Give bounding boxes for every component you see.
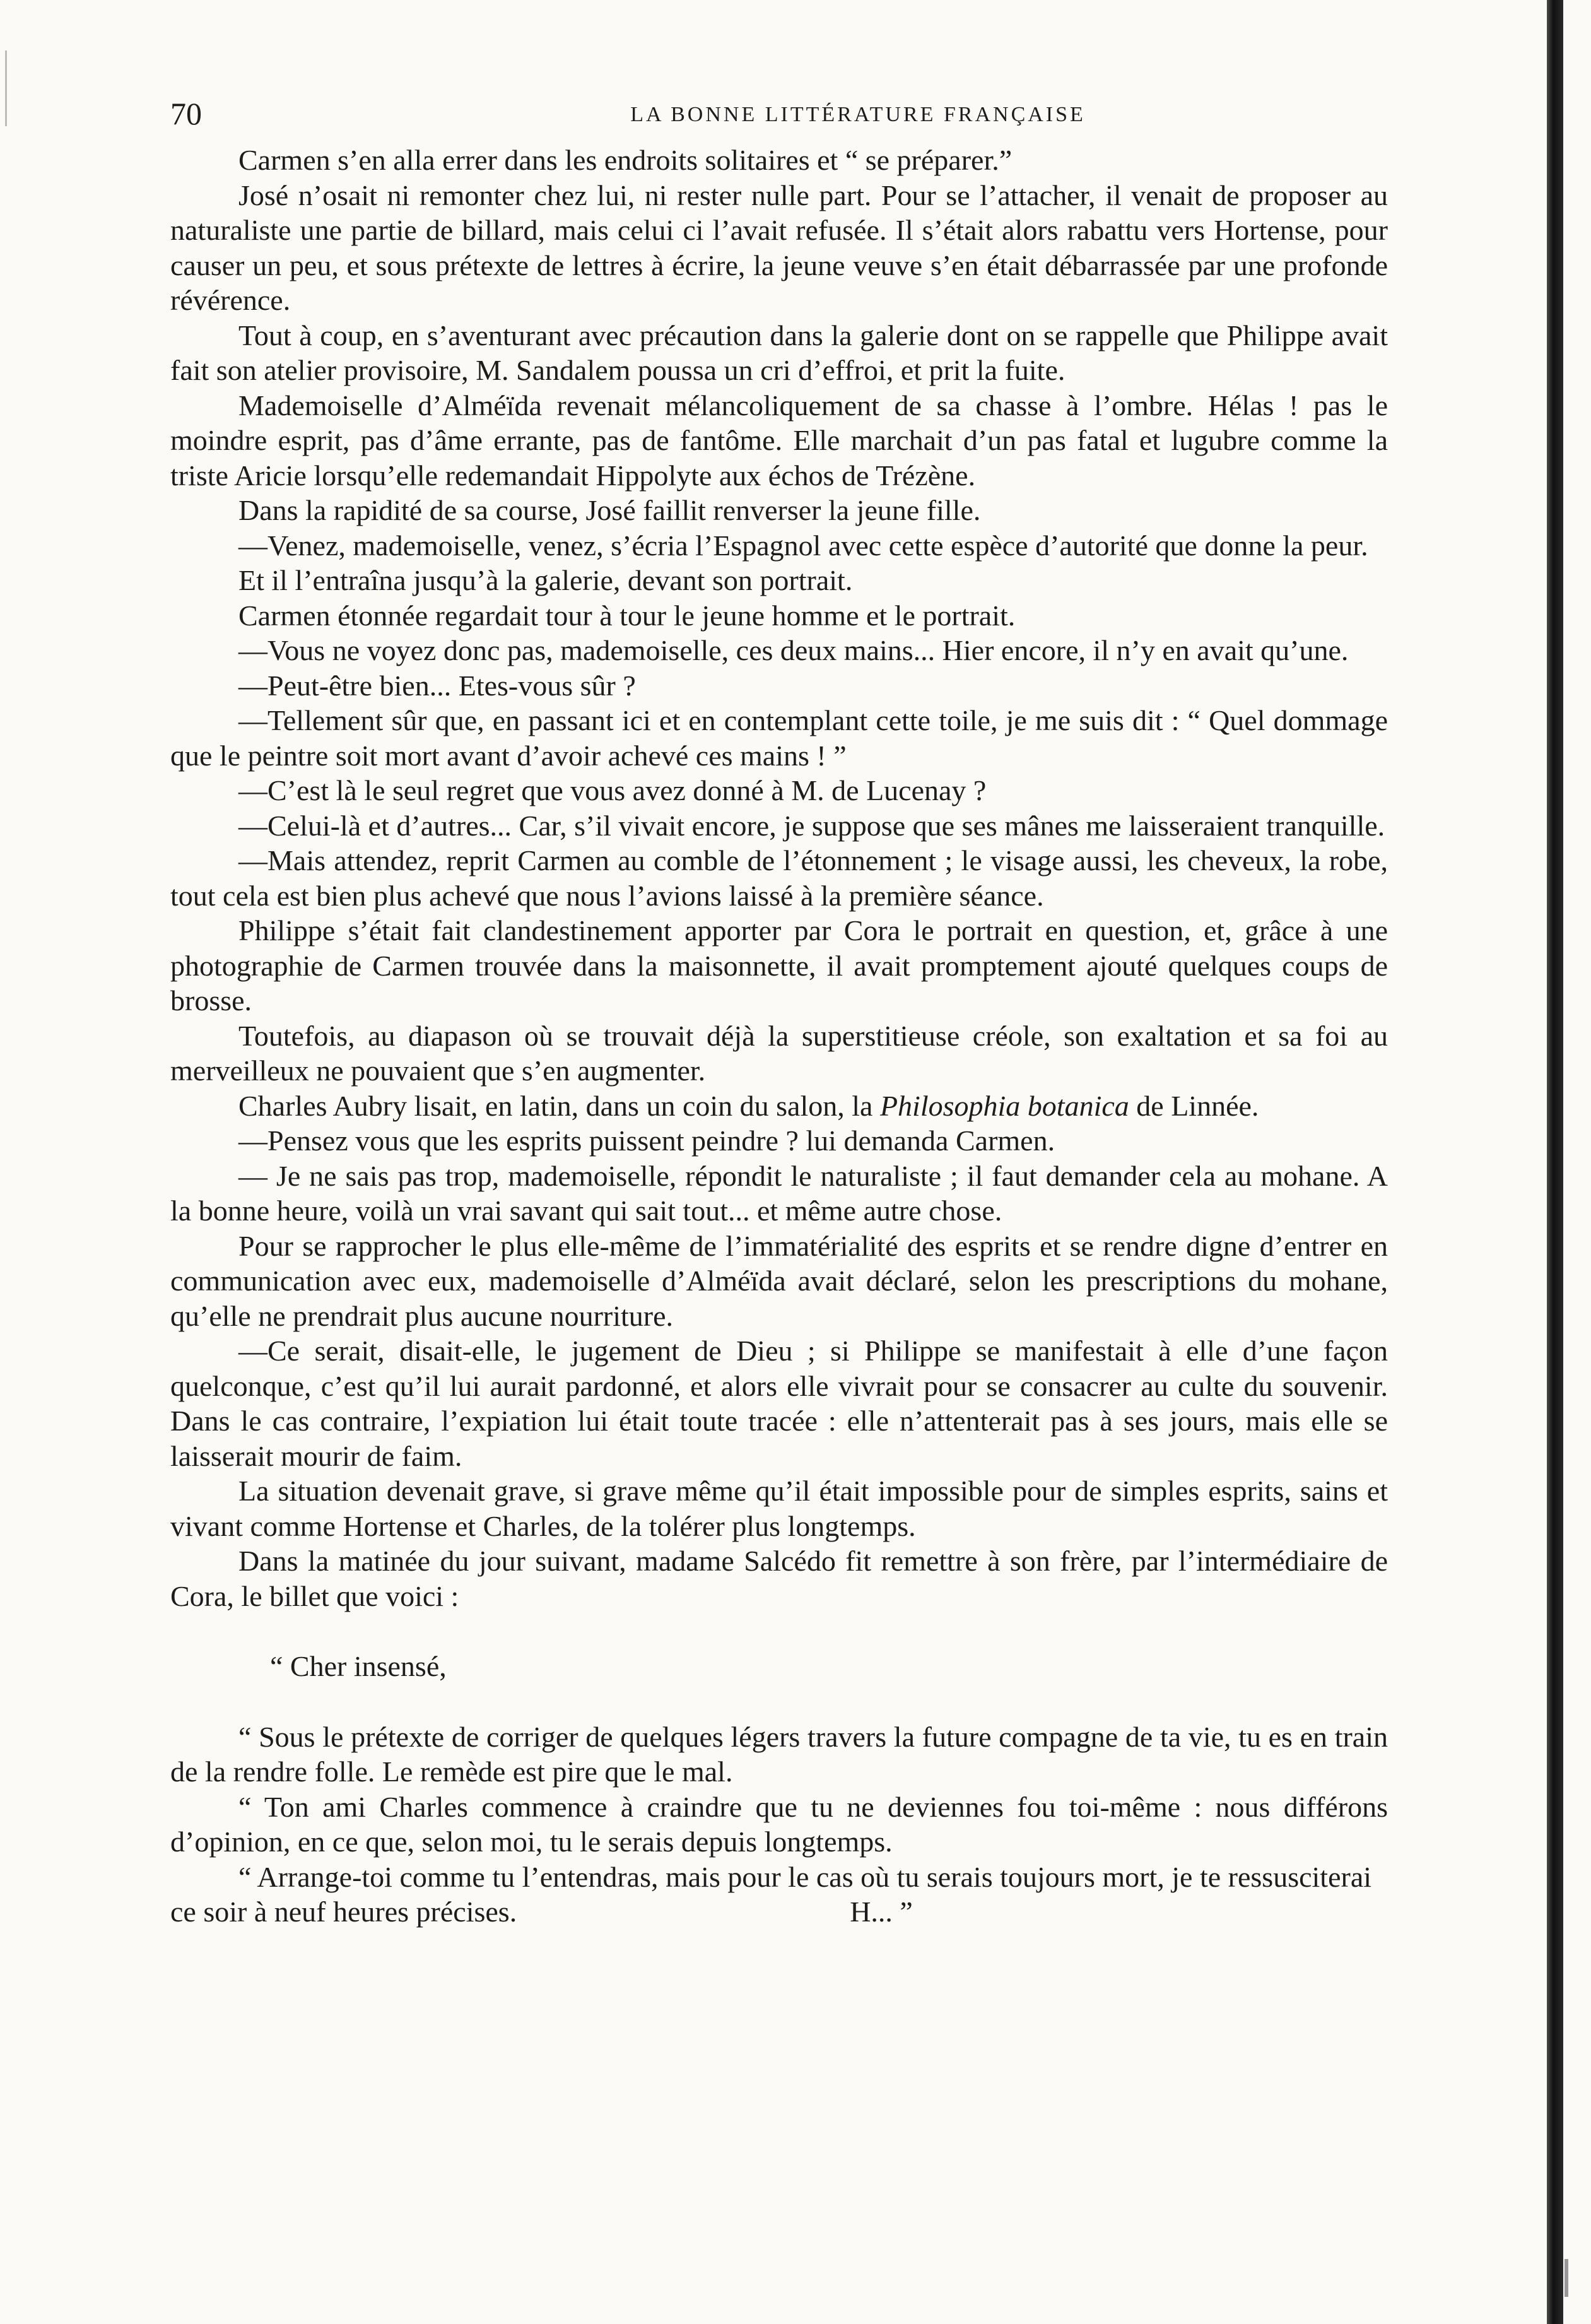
paragraph: —C’est là le seul regret que vous avez donné à M. de Lucenay ?: [238, 774, 987, 806]
paragraph: Philippe s’était fait clandestinement apporter par Cora le portrait en question, et, grâce à une photographie de Carmen trouvée dans la maisonnette, il avait promptement ajouté quelques coups de brosse.: [170, 914, 1388, 1017]
running-head: LA BONNE LITTÉRATURE FRANÇAISE: [630, 103, 1086, 126]
paragraph: José n’osait ni remonter chez lui, ni rester nulle part. Pour se l’attacher, il venait de proposer au naturaliste une partie de billard, mais celui ci l’avait refusée. Il s’était alors rabattu vers Hortense, pour causer un peu, et sous prétexte de lettres à écrire, la jeune veuve s’en était débarrassée par une profonde révérence.: [170, 179, 1388, 316]
paragraph: —Pensez vous que les esprits puissent peindre ? lui demanda Carmen.: [238, 1124, 1055, 1157]
paragraph-aubry: [170, 1088, 1388, 1124]
paragraph: Mademoiselle d’Alméïda revenait mélancoliquement de sa chasse à l’ombre. Hélas ! pas le moindre esprit, pas d’âme errante, pas de fantôme. Elle marchait d’un pas fatal et lugubre comme la triste Aricie lorsqu’elle redemandait Hippolyte aux échos de Trézène.: [170, 389, 1388, 492]
paragraph: Et il l’entraîna jusqu’à la galerie, devant son portrait.: [238, 564, 853, 596]
scan-speck-mark: [1565, 2259, 1568, 2297]
text-span: Charles Aubry lisait, en latin, dans un coin du salon, la: [238, 1089, 880, 1122]
scan-left-mark: [5, 50, 7, 126]
letter-closing: [170, 1860, 1388, 1930]
paragraph: Pour se rapprocher le plus elle-même de l’immatérialité des esprits et se rendre digne d’entrer en communication avec eux, mademoiselle d’Alméïda avait déclaré, selon les prescriptions du mohane, qu’elle ne prendrait plus aucune nourriture.: [170, 1229, 1388, 1332]
paragraph: Dans la matinée du jour suivant, madame Salcédo fit remettre à son frère, par l’intermédiaire de Cora, le billet que voici :: [170, 1545, 1388, 1612]
paragraph: —Ce serait, disait-elle, le jugement de Dieu ; si Philippe se manifestait à elle d’une façon quelconque, c’est qu’il lui aurait pardonné, et alors elle vivrait pour se consacrer au culte du souvenir. Dans le cas contraire, l’expiation lui était toute tracée : elle n’attenterait pas à ses jours, mais elle se laisserait mourir de faim.: [170, 1335, 1388, 1472]
paragraph: —Vous ne voyez donc pas, mademoiselle, ces deux mains... Hier encore, il n’y en avait qu’une.: [238, 634, 1349, 666]
paragraph: —Celui-là et d’autres... Car, s’il vivait encore, je suppose que ses mânes me laisseraient tranquille.: [238, 809, 1385, 842]
page-body: [170, 143, 1388, 1930]
paragraph: Carmen étonnée regardait tour à tour le jeune homme et le portrait.: [238, 599, 1016, 632]
paragraph: —Mais attendez, reprit Carmen au comble de l’étonnement ; le visage aussi, les cheveux, la robe, tout cela est bien plus achevé que nous l’avions laissé à la première séance.: [170, 844, 1388, 912]
text-span: “ Arrange-toi comme tu l’entendras, mais pour le cas où tu serais toujours mort, je te ressusciterai ce soir à neuf heures précises.: [170, 1860, 1372, 1928]
paragraph: Dans la rapidité de sa course, José faillit renverser la jeune fille.: [238, 494, 981, 526]
paragraph: —Peut-être bien... Etes-vous sûr ?: [238, 669, 636, 702]
signature: H... ”: [850, 1896, 913, 1928]
paragraph: Carmen s’en alla errer dans les endroits solitaires et “ se préparer.”: [238, 144, 1013, 176]
paragraph: —Tellement sûr que, en passant ici et en contemplant cette toile, je me suis dit : “ Quel dommage que le peintre soit mort avant d’avoir achevé ces mains ! ”: [170, 704, 1388, 772]
letter-salutation: “ Cher insensé,: [270, 1650, 447, 1682]
paragraph: —Venez, mademoiselle, venez, s’écria l’Espagnol avec cette espèce d’autorité que donne la peur.: [238, 529, 1368, 562]
paragraph: Toutefois, au diapason où se trouvait déjà la superstitieuse créole, son exaltation et sa foi au merveilleux ne pouvaient que s’en augmenter.: [170, 1019, 1388, 1087]
book-title: Philosophia botanica: [879, 1089, 1129, 1122]
letter-paragraph: “ Sous le prétexte de corriger de quelques légers travers la future compagne de ta vie, tu es en train de la rendre folle. Le remède est pire que le mal.: [170, 1720, 1388, 1788]
paragraph: La situation devenait grave, si grave même qu’il était impossible pour de simples esprits, sains et vivant comme Hortense et Charles, de la tolérer plus longtemps.: [170, 1475, 1388, 1542]
paragraph: — Je ne sais pas trop, mademoiselle, répondit le naturaliste ; il faut demander cela au mohane. A la bonne heure, voilà un vrai savant qui sait tout... et même autre chose.: [170, 1159, 1388, 1227]
letter-paragraph: “ Ton ami Charles commence à craindre que tu ne deviennes fou toi-même : nous différons d’opinion, en ce que, selon moi, tu le serais depuis longtemps.: [170, 1790, 1388, 1858]
scan-page-edge: [1547, 0, 1563, 2324]
page-number: 70: [170, 96, 202, 131]
paragraph: Tout à coup, en s’aventurant avec précaution dans la galerie dont on se rappelle que Philippe avait fait son atelier provisoire, M. Sandalem poussa un cri d’effroi, et prit la fuite.: [170, 319, 1388, 386]
text-span: de Linnée.: [1129, 1089, 1259, 1122]
